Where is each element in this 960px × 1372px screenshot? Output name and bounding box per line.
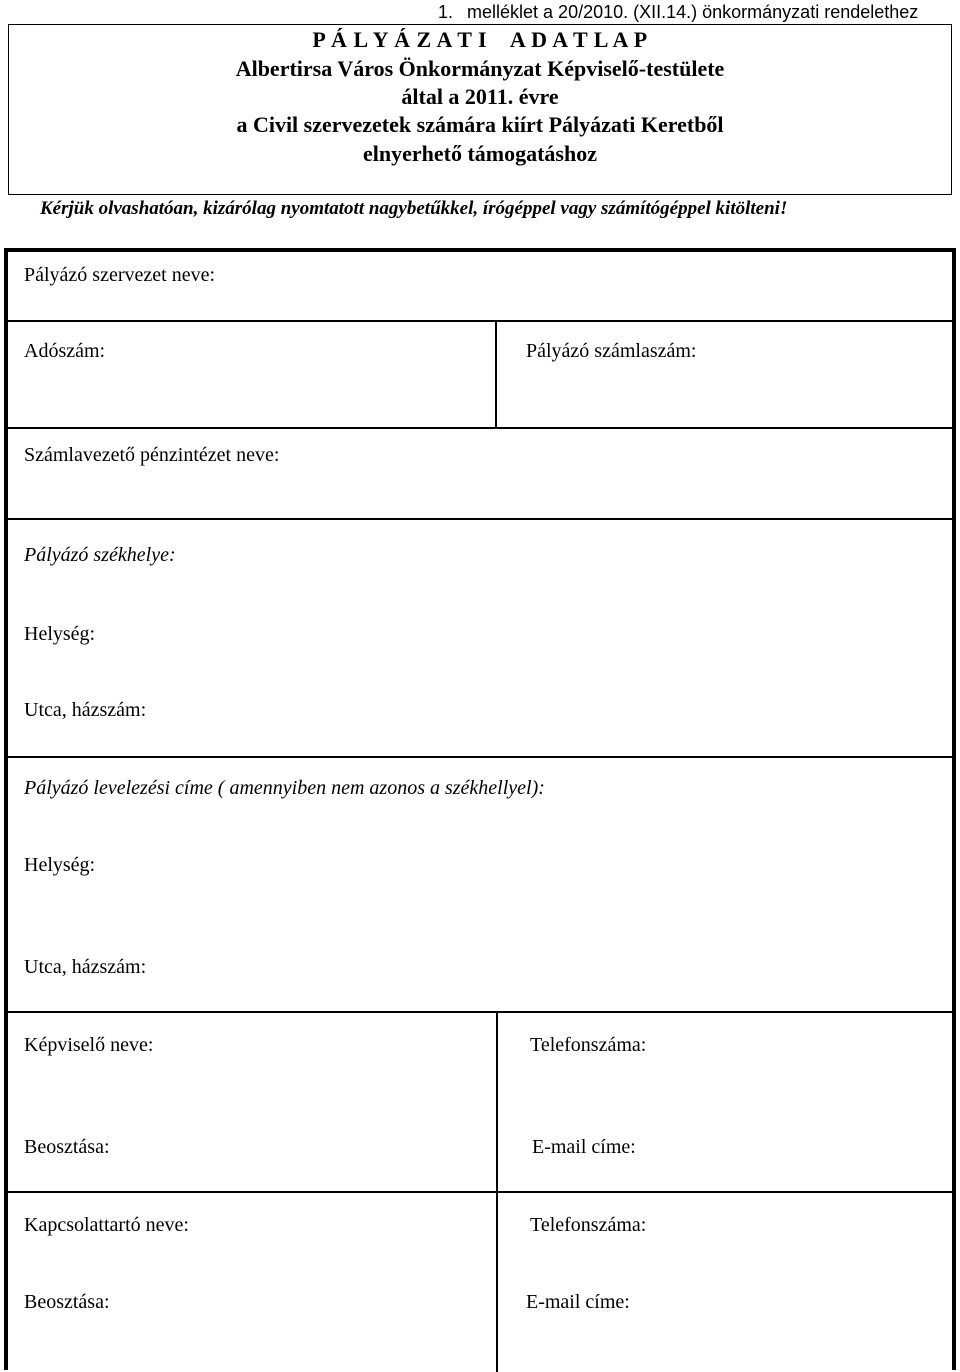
field-representative-email[interactable]: E-mail címe: [532,1136,636,1158]
divider [8,518,952,520]
column-divider [496,1011,498,1372]
field-representative-name[interactable]: Képviselő neve: [24,1034,154,1056]
header-year: által a 2011. évre [401,84,559,109]
column-divider [495,320,497,427]
field-account-number[interactable]: Pályázó számlaszám: [526,340,697,362]
divider [8,427,952,429]
field-mailing-city[interactable]: Helység: [24,854,96,876]
seat-heading: Pályázó székhelye: [24,544,176,566]
field-contact-name[interactable]: Kapcsolattartó neve: [24,1214,189,1236]
annex-number: 1. [438,2,454,22]
form-title: P Á L Y Á Z A T I A D A T L A P [312,27,648,52]
mailing-heading: Pályázó levelezési címe ( amennyiben nem azonos a székhellyel): [24,777,545,799]
field-mailing-street[interactable]: Utca, házszám: [24,956,147,978]
field-contact-phone[interactable]: Telefonszáma: [530,1214,647,1236]
field-contact-email[interactable]: E-mail címe: [526,1291,630,1313]
divider [8,1011,952,1013]
field-representative-phone[interactable]: Telefonszáma: [530,1034,647,1056]
field-tax-number[interactable]: Adószám: [24,340,106,362]
application-form [4,248,956,1370]
field-org-name[interactable]: Pályázó szervezet neve: [24,264,216,286]
field-seat-street[interactable]: Utca, házszám: [24,699,147,721]
field-bank-name[interactable]: Számlavezető pénzintézet neve: [24,444,280,466]
header-box [8,24,952,195]
divider [8,320,952,322]
header-issuer: Albertirsa Város Önkormányzat Képviselő-testülete [235,56,725,81]
divider [8,1191,952,1193]
header-purpose: elnyerhető támogatáshoz [362,141,597,166]
annex-note [438,2,918,23]
fill-instruction: Kérjük olvashatóan, kizárólag nyomtatott nagybetűkkel, írógéppel vagy számítógéppel kitölteni! [40,198,788,219]
header-fund: a Civil szervezetek számára kiírt Pályázati Keretből [236,112,724,137]
field-contact-position[interactable]: Beosztása: [24,1291,110,1313]
field-seat-city[interactable]: Helység: [24,623,96,645]
field-representative-position[interactable]: Beosztása: [24,1136,110,1158]
annex-text: melléklet a 20/2010. (XII.14.) önkormányzati rendelethez [467,2,919,22]
divider [8,756,952,758]
